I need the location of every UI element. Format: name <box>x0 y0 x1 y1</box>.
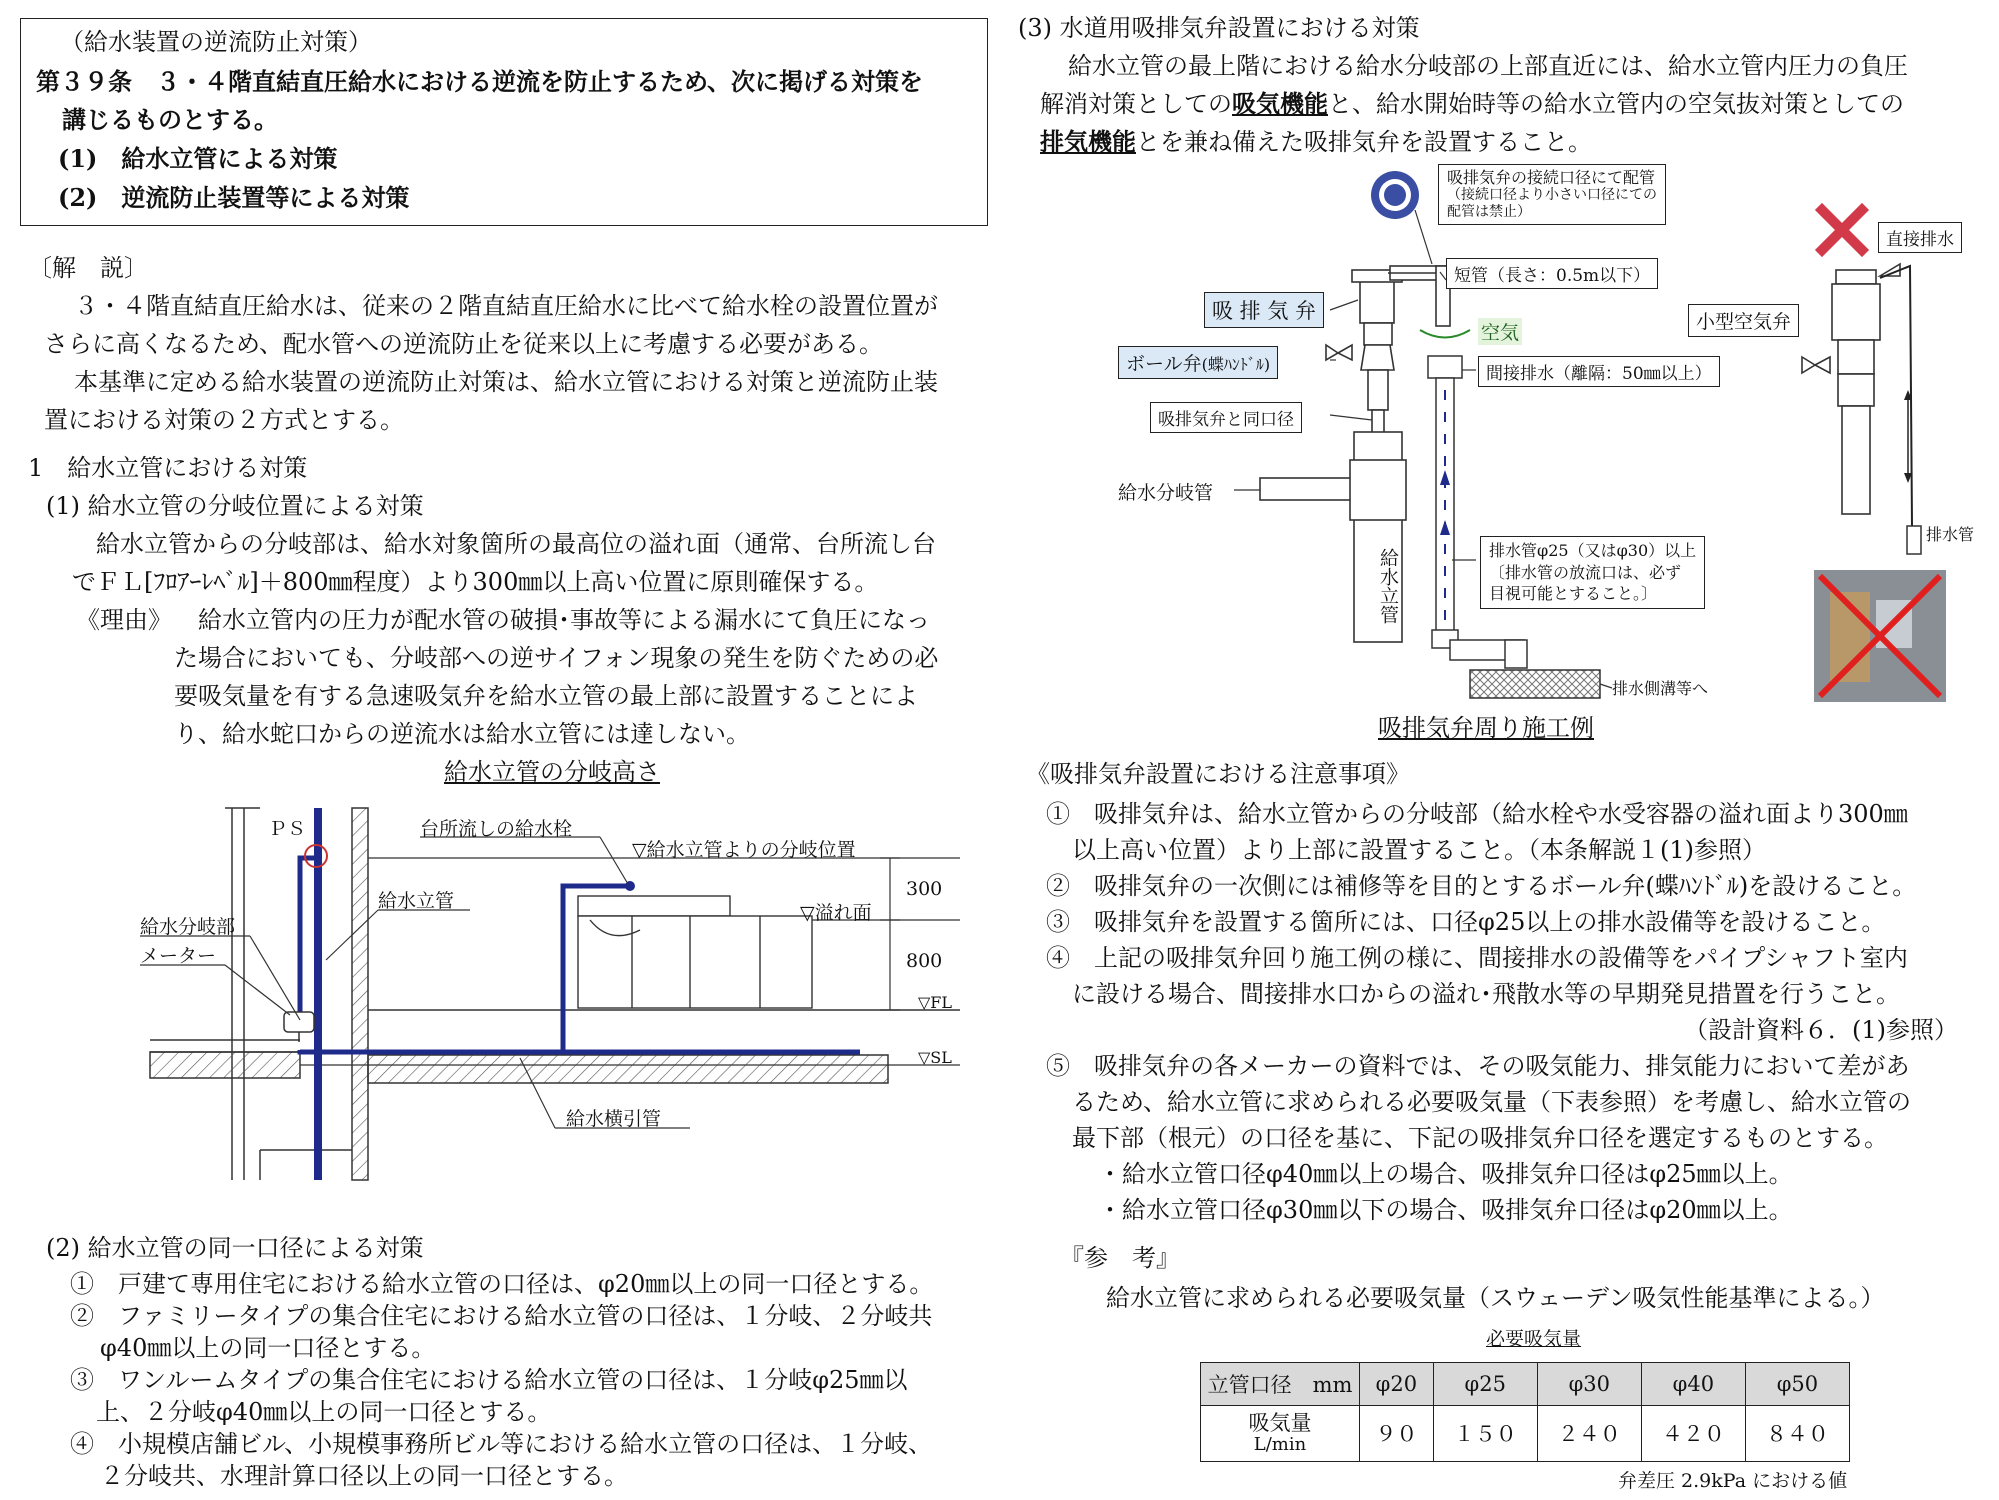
table-cell: φ20 <box>1360 1363 1434 1406</box>
small-air-valve-assembly <box>1802 264 1900 514</box>
bad-example-photo <box>1814 570 1946 702</box>
note-5-l1: ⑤ 吸排気弁の各メーカーの資料では、その吸気能力、排気能力において差があ <box>1046 1052 1910 1080</box>
section2-item-1: ① 戸建て専用住宅における給水立管の口径は、φ20㎜以上の同一口径とする。 <box>70 1270 934 1298</box>
note-4-l2: に設ける場合、間接排水口からの溢れ･飛散水等の早期発見措置を行うこと。 <box>1072 980 1900 1008</box>
note-1-l2: 以上高い位置）より上部に設置すること。（本条解説１(1)参照） <box>1072 836 1766 864</box>
section2-item-2-l1: ② ファミリータイプの集合住宅における給水立管の口径は、１分岐、２分岐共 <box>70 1302 933 1330</box>
section2-item-4-l1: ④ 小規模店舗ビル、小規模事務所ビル等における給水立管の口径は、１分岐、 <box>70 1430 933 1458</box>
article-text-1: 第３９条 ３・４階直結直圧給水における逆流を防止するため、次に掲げる対策を <box>36 67 924 96</box>
riser-vertical-label: 給水立管 <box>1377 548 1399 624</box>
table-cell: ２４０ <box>1537 1406 1641 1462</box>
note-2: ② 吸排気弁の一次側には補修等を目的とするボール弁(蝶ﾊﾝﾄﾞﾙ)を設けること。 <box>1046 872 1917 900</box>
branch-pipe-label: 給水分岐管 <box>1118 482 1214 504</box>
intake-header-l2: L/min <box>1253 1434 1307 1456</box>
article-heading: （給水装置の逆流防止対策） <box>60 28 372 56</box>
note-bullet-1: ・給水立管口径φ40㎜以上の場合、吸排気弁口径はφ25㎜以上。 <box>1098 1160 1793 1188</box>
kitchen-counter <box>578 896 812 1008</box>
table-cell: φ25 <box>1433 1363 1537 1406</box>
drain-pipe-stub <box>1907 526 1921 554</box>
direct-drain-label: 直接排水 <box>1878 222 1962 253</box>
section2-item-4-l2: ２分岐共、水理計算口径以上の同一口径とする。 <box>100 1462 628 1490</box>
meter-symbol <box>284 1012 314 1042</box>
section2-item-3-l2: 上、２分岐φ40㎜以上の同一口径とする。 <box>96 1398 552 1426</box>
note-4-ref: （設計資料６．(1)参照） <box>1684 1016 1958 1044</box>
article-item-2: (2) 逆流防止装置等による対策 <box>58 183 410 212</box>
table-header-intake <box>1201 1406 1360 1462</box>
valve-label: 吸 排 気 弁 <box>1204 292 1324 328</box>
article-text-2: 講じるものとする。 <box>62 105 278 134</box>
riser-label: 給水立管 <box>378 890 455 912</box>
section1-sub1-l2: でＦＬ[ﾌﾛｱｰﾚﾍﾞﾙ]＋800㎜程度）より300㎜以上高い位置に原則確保する。 <box>72 568 879 596</box>
table-cell: φ30 <box>1537 1363 1641 1406</box>
overflow-label: ▽溢れ面 <box>800 902 872 924</box>
section3-title: (3) 水道用吸排気弁設置における対策 <box>1018 14 1420 42</box>
article-item-1: (1) 給水立管による対策 <box>58 144 338 173</box>
note-5-l2: るため、給水立管に求められる必要吸気量（下表参照）を考慮し、給水立管の <box>1072 1088 1912 1116</box>
ok-circle-icon <box>1371 171 1419 219</box>
reason-label: 《理由》 <box>76 606 172 634</box>
horizontal-pipe-label: 給水横引管 <box>566 1108 662 1130</box>
building-wall <box>150 808 960 1180</box>
meter-label: メーター <box>140 945 217 967</box>
table-caption: 必要吸気量 <box>1486 1328 1582 1350</box>
section3-l1: 給水立管の最上階における給水分岐部の上部直近には、給水立管内圧力の負圧 <box>1068 52 1908 80</box>
to-gutter-label: 排水側溝等へ <box>1612 679 1709 698</box>
connection-note-l3: 配管は禁止） <box>1447 203 1531 220</box>
table-row <box>1201 1406 1850 1462</box>
section1-sub1-title: (1) 給水立管の分岐位置による対策 <box>46 492 424 520</box>
reason-l3: 要吸気量を有する急速吸気弁を給水立管の最上部に設置することによ <box>174 682 918 710</box>
section3-l3-post: とを兼ね備えた吸排気弁を設置すること。 <box>1136 128 1592 156</box>
reason-l4: り、給水蛇口からの逆流水は給水立管には達しない。 <box>174 720 750 748</box>
exhaust-function: 排気機能 <box>1040 127 1136 156</box>
section1-title: 1 給水立管における対策 <box>28 454 308 482</box>
table-cell: ９０ <box>1360 1406 1434 1462</box>
intake-volume-table <box>1200 1362 1850 1462</box>
table-cell: １５０ <box>1433 1406 1537 1462</box>
explanation-p1-l1: ３・４階直結直圧給水は、従来の２階直結直圧給水に比べて給水栓の設置位置が <box>74 292 938 320</box>
diagram2-caption: 吸排気弁周り施工例 <box>1378 714 1594 742</box>
fl-label: ▽FL <box>918 993 953 1012</box>
small-air-valve-label: 小型空気弁 <box>1688 304 1799 337</box>
drain-note-l2: 〔排水管の放流口は、必ず <box>1489 562 1682 582</box>
reference-label: 『参 考』 <box>1060 1244 1180 1272</box>
reason-l2: た場合においても、分岐部への逆サイフォン現象の発生を防ぐための必 <box>174 644 939 672</box>
explanation-p2-l2: 置における対策の２方式とする。 <box>44 406 404 434</box>
section2-item-3-l1: ③ ワンルームタイプの集合住宅における給水立管の口径は、１分岐φ25㎜以 <box>70 1366 908 1394</box>
connection-note <box>1438 164 1666 225</box>
table-footnote: 弁差圧 2.9kPa における値 <box>1618 1470 1848 1492</box>
ng-cross-icon <box>1822 210 1862 250</box>
intake-function: 吸気機能 <box>1232 89 1328 118</box>
drain-note-l1: 排水管φ25（又はφ30）以上 <box>1489 541 1697 560</box>
reference-title: 給水立管に求められる必要吸気量（スウェーデン吸気性能基準による。） <box>1106 1284 1885 1312</box>
air-label: 空気 <box>1478 318 1522 345</box>
same-bore-label: 吸排気弁と同口径 <box>1150 402 1302 433</box>
connection-note-l2: （接続口径より小さい口径にての <box>1447 187 1657 204</box>
section2-title: (2) 給水立管の同一口径による対策 <box>46 1234 424 1262</box>
connection-note-l1: 吸排気弁の接続口径にて配管 <box>1447 168 1656 187</box>
ball-valve-main: ボール弁 <box>1126 353 1202 375</box>
drain-note-l3: 目視可能とすること。〕 <box>1489 584 1658 604</box>
table-cell: ８４０ <box>1745 1406 1849 1462</box>
note-bullet-2: ・給水立管口径φ30㎜以下の場合、吸排気弁口径はφ20㎜以上。 <box>1098 1196 1793 1224</box>
indirect-drain-label: 間接排水（離隔：50㎜以上） <box>1478 356 1720 387</box>
explanation-p2-l1: 本基準に定める給水装置の逆流防止対策は、給水立管における対策と逆流防止装 <box>74 368 938 396</box>
section3-l2-pre: 解消対策としての <box>1040 90 1232 118</box>
note-5-l3: 最下部（根元）の口径を基に、下記の吸排気弁口径を選定するものとする。 <box>1072 1124 1888 1152</box>
ps-label: ＰＳ <box>268 818 307 840</box>
dim-800-label: 800 <box>906 950 943 972</box>
section1-sub1-l1: 給水立管からの分岐部は、給水対象箇所の最高位の溢れ面（通常、台所流し台 <box>96 530 936 558</box>
table-row <box>1201 1363 1850 1406</box>
notes-title: 《吸排気弁設置における注意事項》 <box>1026 760 1410 788</box>
table-cell: φ40 <box>1641 1363 1745 1406</box>
reason-l1: 給水立管内の圧力が配水管の破損･事故等による漏水にて負圧になっ <box>198 606 930 634</box>
ball-valve-sub: (蝶ﾊﾝﾄﾞﾙ) <box>1201 355 1271 374</box>
section3-l2-post: と、給水開始時等の給水立管内の空気抜対策としての <box>1328 90 1904 118</box>
drain-pipe-label: 排水管 <box>1926 525 1975 544</box>
diagram1-title: 給水立管の分岐高さ <box>444 758 660 786</box>
note-3: ③ 吸排気弁を設置する箇所には、口径φ25以上の排水設備等を設けること。 <box>1046 908 1886 936</box>
note-4-l1: ④ 上記の吸排気弁回り施工例の様に、間接排水の設備等をパイプシャフト室内 <box>1046 944 1908 972</box>
dim-300-label: 300 <box>906 878 943 900</box>
kitchen-tap-label: 台所流しの給水栓 <box>420 818 573 840</box>
explanation-p1-l2: さらに高くなるため、配水管への逆流防止を従来以上に考慮する必要がある。 <box>44 330 884 358</box>
table-cell: ４２０ <box>1641 1406 1745 1462</box>
note-1-l1: ① 吸排気弁は、給水立管からの分岐部（給水栓や水受容器の溢れ面より300㎜ <box>1046 800 1908 828</box>
branch-part-label: 給水分岐部 <box>140 916 236 938</box>
drain-note <box>1480 536 1705 609</box>
explanation-header: 〔解 説〕 <box>28 254 148 282</box>
section3-l3 <box>1040 128 1592 157</box>
short-pipe-label: 短管（長さ：0.5m以下） <box>1446 258 1658 289</box>
branch-position-label: ▽給水立管よりの分岐位置 <box>632 839 856 861</box>
intake-header-l1: 吸気量 <box>1248 1411 1312 1435</box>
table-header-bore: 立管口径 mm <box>1201 1363 1360 1406</box>
section3-l2 <box>1040 90 1904 119</box>
section2-item-2-l2: φ40㎜以上の同一口径とする。 <box>100 1334 436 1362</box>
sl-label: ▽SL <box>918 1048 952 1067</box>
table-cell: φ50 <box>1745 1363 1849 1406</box>
ball-valve-label <box>1118 346 1278 379</box>
